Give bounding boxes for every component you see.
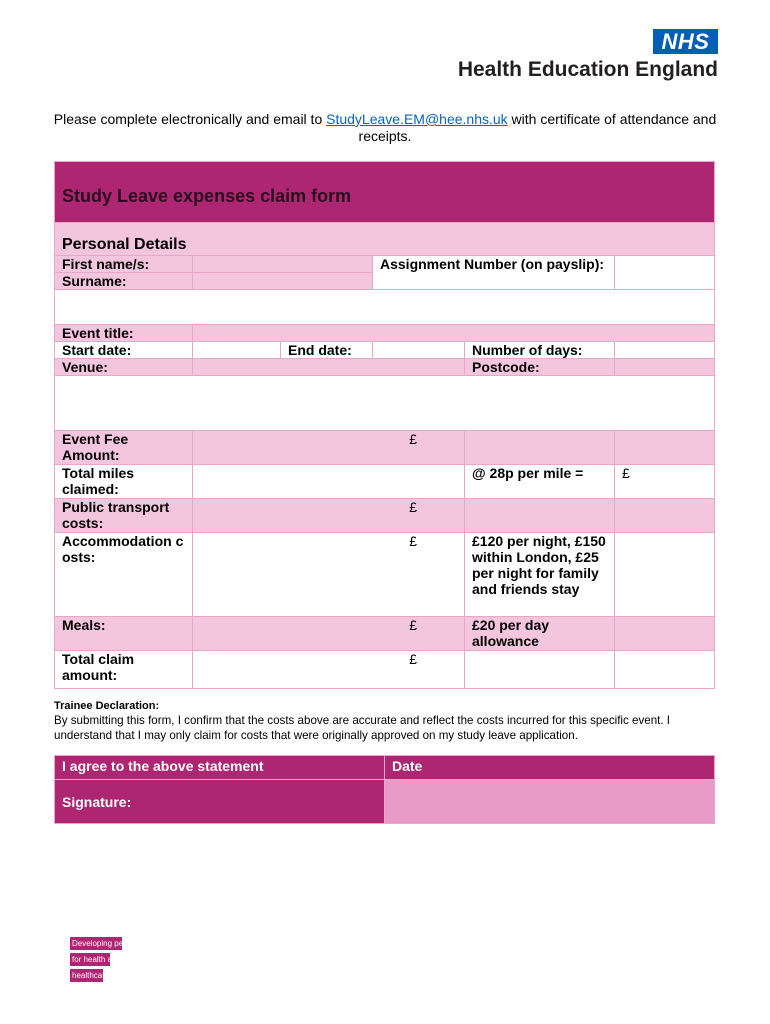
intro-before: Please complete electronically and email to [53, 111, 327, 127]
organisation-name: Health Education England [457, 58, 718, 81]
mileage-rate-note: @ 28p per mile = [465, 465, 615, 499]
total-miles-input[interactable] [193, 465, 465, 499]
event-fee-note [465, 431, 615, 465]
total-claim-extra[interactable] [615, 651, 715, 689]
agree-statement-label: I agree to the above statement [55, 756, 385, 780]
spacer-row [55, 290, 715, 325]
end-date-input[interactable] [373, 342, 465, 359]
public-transport-total[interactable] [615, 499, 715, 533]
number-of-days-label: Number of days: [465, 342, 615, 359]
postcode-label: Postcode: [465, 359, 615, 376]
event-title-input[interactable] [193, 325, 715, 342]
end-date-label: End date: [281, 342, 373, 359]
declaration-heading: Trainee Declaration: [54, 700, 160, 712]
footer-logo-line: for health and [72, 955, 121, 964]
assignment-number-label: Assignment Number (on payslip): [373, 256, 615, 290]
signature-label: Signature: [55, 780, 385, 824]
signoff-table [54, 755, 715, 824]
intro-text [40, 111, 730, 145]
meals-total[interactable] [615, 617, 715, 651]
venue-input[interactable] [193, 359, 465, 376]
public-transport-input[interactable]: £ [193, 499, 465, 533]
date-input[interactable] [385, 780, 715, 824]
form-title: Study Leave expenses claim form [55, 162, 715, 223]
claim-form-table [54, 161, 715, 689]
public-transport-note [465, 499, 615, 533]
personal-details-heading: Personal Details [55, 223, 715, 256]
surname-label: Surname: [55, 273, 193, 290]
event-fee-label: Event Fee Amount: [55, 431, 193, 465]
total-claim-label: Total claim amount: [55, 651, 193, 689]
footer-logo [70, 937, 139, 985]
accommodation-label: Accommodation costs: [55, 533, 193, 617]
venue-label: Venue: [55, 359, 193, 376]
total-claim-input[interactable]: £ [193, 651, 465, 689]
start-date-input[interactable] [193, 342, 281, 359]
number-of-days-input[interactable] [615, 342, 715, 359]
total-miles-label: Total miles claimed: [55, 465, 193, 499]
declaration-text: By submitting this form, I confirm that the costs above are accurate and reflect the costs incurred for this specific event. I understand that I may only claim for costs that were originally approved on my study leave application. [54, 714, 671, 742]
footer-logo-line: Developing people [72, 939, 139, 948]
accommodation-total[interactable] [615, 533, 715, 617]
footer-logo-line: healthcare [72, 971, 110, 980]
accommodation-note: £120 per night, £150 within London, £25 per night for family and friends stay [465, 533, 615, 617]
event-title-label: Event title: [55, 325, 193, 342]
event-fee-total[interactable] [615, 431, 715, 465]
meals-label: Meals: [55, 617, 193, 651]
assignment-number-input[interactable] [615, 256, 715, 290]
total-claim-note [465, 651, 615, 689]
first-name-input[interactable] [193, 256, 373, 273]
date-label: Date [385, 756, 715, 780]
first-name-label: First name/s: [55, 256, 193, 273]
intro-after: with certificate of attendance and receipts. [358, 111, 717, 144]
postcode-input[interactable] [615, 359, 715, 376]
spacer-row [55, 376, 715, 431]
email-link[interactable]: StudyLeave.EM@hee.nhs.uk [326, 111, 508, 127]
event-fee-input[interactable]: £ [193, 431, 465, 465]
start-date-label: Start date: [55, 342, 193, 359]
surname-input[interactable] [193, 273, 373, 290]
nhs-logo: NHS [653, 29, 718, 54]
accommodation-input[interactable]: £ [193, 533, 465, 617]
meals-note: £20 per day allowance [465, 617, 615, 651]
meals-input[interactable]: £ [193, 617, 465, 651]
public-transport-label: Public transport costs: [55, 499, 193, 533]
mileage-total-input[interactable]: £ [615, 465, 715, 499]
